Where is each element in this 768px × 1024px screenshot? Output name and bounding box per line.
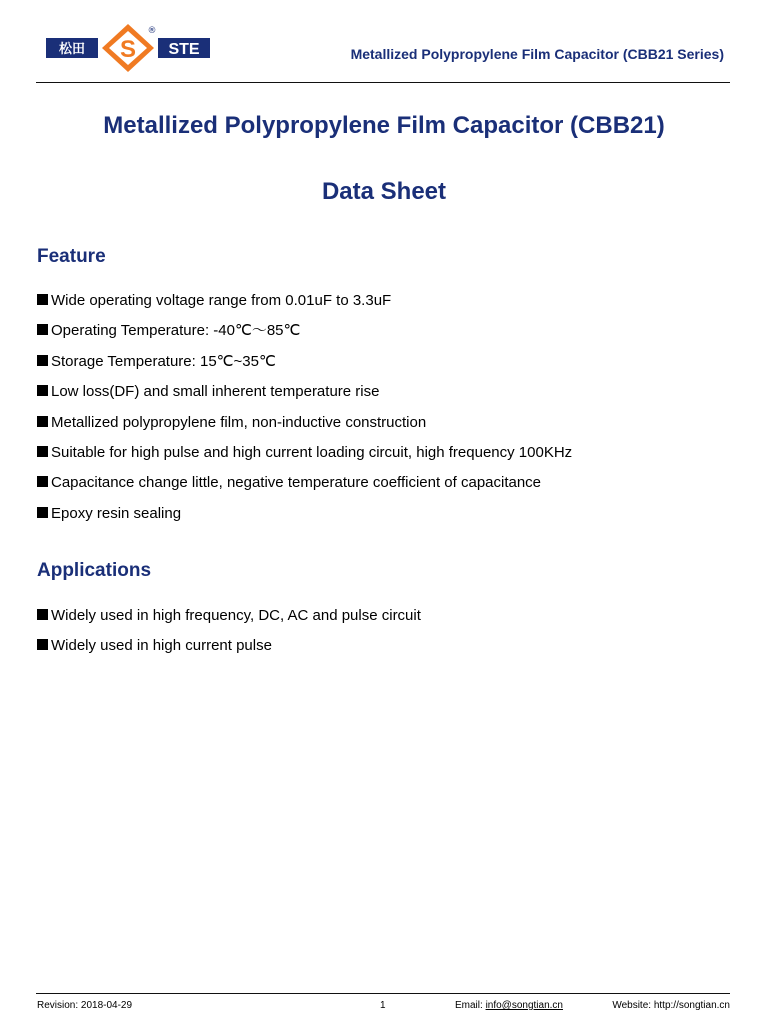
footer-revision: Revision: 2018-04-29 — [37, 1000, 133, 1011]
bullet-square-icon — [37, 476, 48, 487]
header-title: Metallized Polypropylene Film Capacitor (CBB21 Series) — [350, 46, 724, 62]
list-item-text: Suitable for high pulse and high current loading circuit, high frequency 100KHz — [51, 443, 573, 461]
feature-heading: Feature — [37, 246, 106, 267]
list-item — [37, 438, 572, 468]
list-item — [37, 377, 572, 407]
list-item-text: Wide operating voltage range from 0.01uF to 3.3uF — [51, 292, 392, 309]
bullet-square-icon — [37, 294, 48, 305]
bullet-square-icon — [37, 385, 48, 396]
list-item-text: Low loss(DF) and small inherent temperature rise — [51, 383, 380, 401]
list-item-text: Operating Temperature: -40℃～85℃ — [51, 322, 301, 340]
logo-brand-text: STE — [168, 41, 200, 58]
list-item — [37, 468, 572, 498]
list-item — [37, 347, 572, 377]
footer-page-number: 1 — [380, 1000, 386, 1011]
list-item-text: Capacitance change little, negative temperature coefficient of capacitance — [51, 474, 542, 492]
registered-mark: ® — [147, 26, 157, 36]
logo-chinese-text: 松田 — [58, 42, 86, 57]
list-item-text: Storage Temperature: 15℃~35℃ — [51, 352, 276, 370]
bullet-square-icon — [37, 609, 48, 620]
feature-list — [37, 286, 572, 529]
footer-email — [455, 1000, 563, 1011]
bullet-square-icon — [37, 507, 48, 518]
list-item — [37, 316, 572, 346]
footer-divider — [36, 993, 730, 994]
list-item — [37, 631, 421, 661]
applications-list — [37, 601, 421, 662]
applications-heading: Applications — [37, 560, 152, 581]
document-subtitle: Data Sheet — [321, 178, 447, 205]
document-title: Metallized Polypropylene Film Capacitor (CBB21) — [103, 112, 665, 139]
bullet-square-icon — [37, 639, 48, 650]
list-item-text: Widely used in high current pulse — [51, 637, 272, 655]
page-header — [36, 0, 730, 84]
list-item-text: Epoxy resin sealing — [51, 504, 182, 522]
bullet-square-icon — [37, 355, 48, 366]
header-divider — [36, 82, 730, 83]
bullet-square-icon — [37, 446, 48, 457]
list-item — [37, 286, 572, 316]
logo-letter: S — [119, 36, 137, 63]
list-item-text: Widely used in high frequency, DC, AC and pulse circuit — [51, 607, 421, 624]
footer-email-link[interactable]: info@songtian.cn — [485, 1000, 563, 1011]
bullet-square-icon — [37, 416, 48, 427]
footer-email-label: Email: — [455, 1000, 486, 1011]
list-item — [37, 408, 572, 438]
list-item-text: Metallized polypropylene film, non-inductive construction — [51, 413, 427, 431]
footer-website[interactable]: Website: http://songtian.cn — [612, 1000, 730, 1011]
list-item — [37, 499, 572, 529]
company-logo — [46, 22, 210, 78]
list-item — [37, 601, 421, 631]
bullet-square-icon — [37, 324, 48, 335]
